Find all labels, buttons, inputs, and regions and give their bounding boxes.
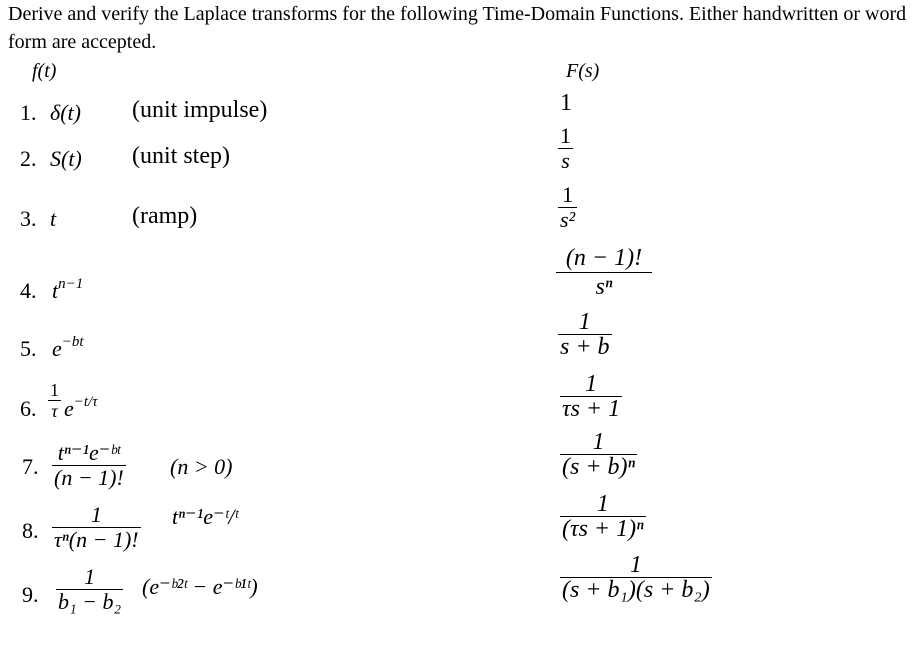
transform-4: (n − 1)! sⁿ: [556, 244, 652, 301]
row-6-number: 6.: [20, 396, 37, 421]
transform-3: 1 s²: [560, 182, 576, 232]
row-3-label: (ramp): [132, 203, 198, 229]
row-4-number: 4.: [20, 278, 37, 303]
transform-7: 1 (s + b)ⁿ: [562, 429, 636, 480]
header-f-of-t: f(t): [32, 60, 57, 82]
row-2-number: 2.: [20, 146, 37, 171]
row-9-tail: (e⁻ᵇ²ᵗ − e⁻ᵇ¹ᵗ): [142, 574, 258, 599]
instructions-text: Derive and verify the Laplace transforms for the following Time-Domain Functions. Either handwritten or word form are accepted.: [8, 3, 907, 53]
header-F-of-s: F(s): [566, 60, 600, 82]
row-4-function: $t^{n-1}$: [52, 276, 84, 303]
row-5-number: 5.: [20, 336, 37, 361]
row-8-fraction: 1 τⁿ(n − 1)!: [54, 502, 139, 552]
transform-6: 1 τs + 1: [562, 371, 621, 422]
transform-2: 1 s: [560, 123, 571, 173]
row-9-number: 9.: [22, 582, 39, 607]
row-1-label: (unit impulse): [132, 97, 268, 123]
transform-5: 1 s + b: [560, 309, 610, 360]
transform-8: 1 (τs + 1)ⁿ: [562, 491, 644, 542]
row-1-function: δ(t): [50, 100, 81, 125]
row-8-number: 8.: [22, 518, 39, 543]
row-3-number: 3.: [20, 206, 37, 231]
row-7-number: 7.: [22, 454, 39, 479]
transform-1: 1: [560, 90, 572, 116]
row-6-fraction: 1 τ: [50, 380, 59, 421]
row-2-function: S(t): [50, 146, 82, 171]
row-1-number: 1.: [20, 100, 37, 125]
row-9-fraction: 1 b₁ − b₂: [58, 564, 122, 614]
row-7-fraction: tⁿ⁻¹e⁻ᵇᵗ (n − 1)!: [54, 440, 124, 490]
row-8-tail: tⁿ⁻¹e⁻ᵗ/ᵗ: [172, 504, 239, 529]
row-2-label: (unit step): [132, 143, 230, 169]
transform-9: 1 (s + b₁)(s + b₂): [562, 552, 710, 603]
row-3-function: t: [50, 206, 57, 231]
row-6-exponential: $e^{-t/\tau}$: [64, 394, 98, 421]
row-5-function: $e^{-bt}$: [52, 334, 84, 361]
row-7-condition: (n > 0): [170, 454, 233, 479]
